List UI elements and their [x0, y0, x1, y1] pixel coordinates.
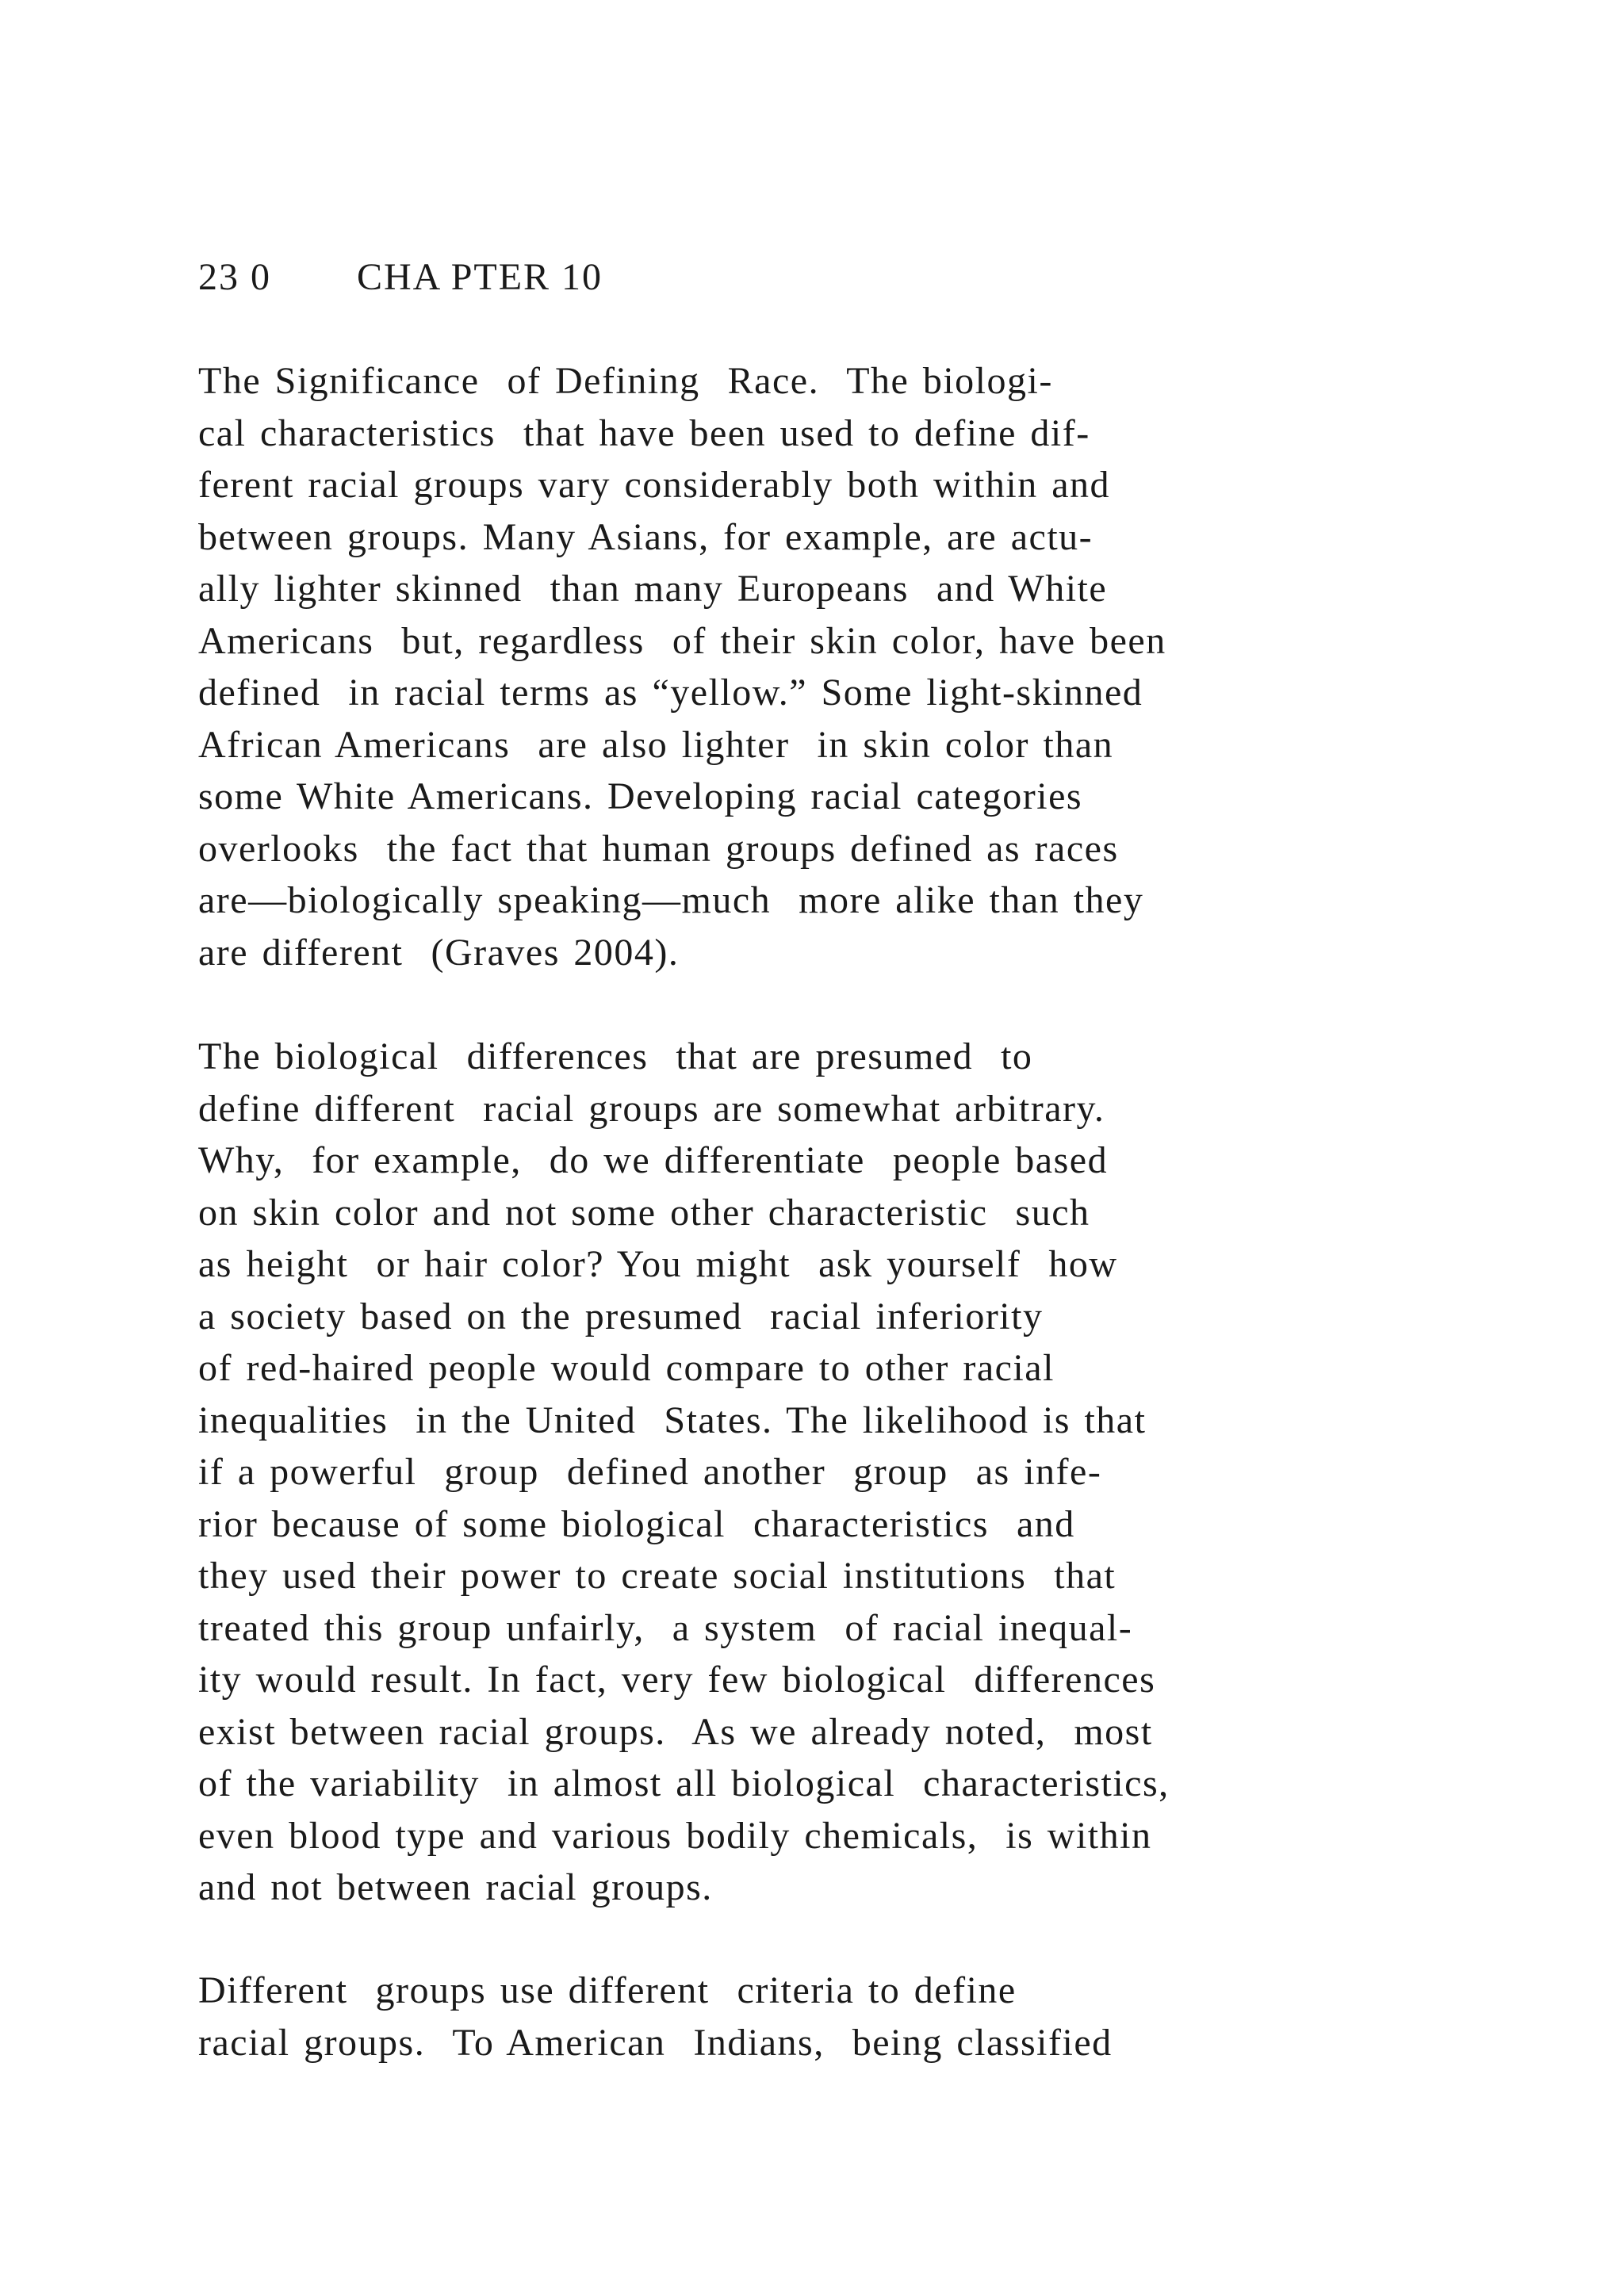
text-line: Americans but, regardless of their skin color, have been — [198, 619, 1166, 662]
text-line: if a powerful group defined another group as infe- — [198, 1451, 1102, 1493]
chapter-label: CHA PTER 10 — [357, 256, 603, 298]
text-line: they used their power to create social institutions that — [198, 1555, 1116, 1597]
text-line: some White Americans. Developing racial categories — [198, 775, 1083, 817]
text-line: are—biologically speaking—much more alike than they — [198, 879, 1144, 921]
text-line: of the variability in almost all biological characteristics, — [198, 1762, 1170, 1804]
paragraph — [198, 1965, 1483, 2068]
text-line: Different groups use different criteria to define — [198, 1969, 1017, 2011]
text-line: on skin color and not some other characteristic such — [198, 1191, 1090, 1234]
text-line: The Significance of Defining Race. The biologi- — [198, 360, 1053, 402]
text-line: racial groups. To American Indians, being classified — [198, 2021, 1113, 2064]
text-line: The biological differences that are presumed to — [198, 1035, 1033, 1077]
text-line: between groups. Many Asians, for example, are actu- — [198, 515, 1094, 558]
text-line: cal characteristics that have been used to define dif- — [198, 411, 1090, 454]
paragraph — [198, 1031, 1483, 1914]
text-line: defined in racial terms as “yellow.” Some light-skinned — [198, 672, 1143, 714]
text-line: treated this group unfairly, a system of racial inequal- — [198, 1606, 1133, 1649]
text-line: Why, for example, do we differentiate people based — [198, 1139, 1109, 1181]
text-line: ally lighter skinned than many Europeans and White — [198, 568, 1108, 610]
text-line: overlooks the fact that human groups defined as races — [198, 827, 1119, 870]
paragraph — [198, 355, 1483, 978]
text-line: even blood type and various bodily chemicals, is within — [198, 1814, 1152, 1857]
running-head — [198, 252, 603, 303]
text-line: rior because of some biological characteristics and — [198, 1502, 1075, 1545]
text-line: and not between racial groups. — [198, 1866, 713, 1908]
text-line: ity would result. In fact, very few biological differences — [198, 1659, 1156, 1701]
text-line: African Americans are also lighter in skin color than — [198, 723, 1114, 766]
text-line: inequalities in the United States. The likelihood is that — [198, 1399, 1147, 1441]
text-line: are different (Graves 2004). — [198, 931, 680, 974]
text-line: of red-haired people would compare to other racial — [198, 1347, 1055, 1389]
page-number: 23 0 — [198, 256, 271, 298]
text-line: a society based on the presumed racial inferiority — [198, 1295, 1044, 1337]
text-line: ferent racial groups vary considerably both within and — [198, 464, 1110, 506]
text-line: exist between racial groups. As we already noted, most — [198, 1710, 1153, 1753]
text-line: define different racial groups are somewhat arbitrary. — [198, 1087, 1105, 1130]
text-line: as height or hair color? You might ask yourself how — [198, 1243, 1118, 1285]
